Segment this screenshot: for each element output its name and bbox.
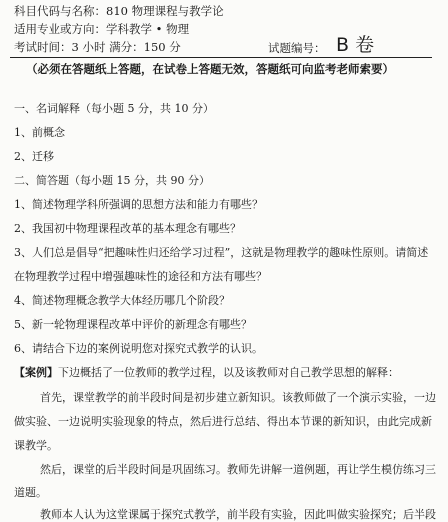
question-item: 2、我国初中物理课程改革的基本理念有哪些？: [14, 222, 241, 235]
section-heading: 二、简答题（每小题 15 分，共 90 分）: [14, 174, 210, 187]
subject-line: 科目代码与名称：810 物理课程与教学论: [14, 4, 224, 18]
case-paragraph-continued: 课教学。: [14, 439, 58, 452]
question-item: 4、简述物理概念教学大体经历哪几个阶段？: [14, 294, 230, 307]
question-item-continued: 在物理教学过程中增强趣味性的途径和方法有哪些？: [14, 270, 267, 283]
case-tag: 【案例】: [14, 366, 58, 379]
question-item: 6、请结合下边的案例说明您对探究式教学的认识。: [14, 342, 263, 355]
section-heading: 一、名词解释（每小题 5 分，共 10 分）: [14, 102, 214, 115]
case-paragraph-continued: 做实验、一边说明实验现象的特点，然后进行总结、得出本节课的新知识，由此完成新: [14, 415, 432, 428]
major-line: 适用专业或方向：学科教学 • 物理: [14, 22, 190, 36]
question-item: 3、人们总是倡导“把趣味性归还给学习过程”，这就是物理教学的趣味性原则。请简述: [14, 246, 429, 259]
question-item: 1、前概念: [14, 126, 65, 139]
case-intro-line: [14, 366, 399, 380]
question-item: 2、迁移: [14, 150, 54, 163]
time-score-line: 考试时间：3 小时 满分：150 分: [14, 40, 181, 54]
case-paragraph: 教师本人认为这堂课属于探究式教学，前半段有实验，因此叫做实验探究；后半段: [40, 508, 436, 521]
header-divider: [10, 57, 432, 58]
answer-notice: （必须在答题纸上答题，在试卷上答题无效，答题纸可向监考老师索要）: [26, 62, 394, 76]
paper-version: B 卷: [336, 34, 375, 56]
question-item: 5、新一轮物理课程改革中评价的新理念有哪些？: [14, 318, 252, 331]
case-paragraph: 首先，课堂教学的前半段时间是初步建立新知识。该教师做了一个演示实验，一边: [40, 391, 436, 404]
case-paragraph-continued: 道题。: [14, 486, 47, 499]
exam-number-label: 试题编号：: [268, 41, 326, 55]
question-item: 1、简述物理学科所强调的思想方法和能力有哪些？: [14, 198, 263, 211]
case-intro: 下边概括了一位教师的教学过程，以及该教师对自己教学思想的解释：: [58, 366, 399, 379]
case-paragraph: 然后，课堂的后半段时间是巩固练习。教师先讲解一道例题，再让学生模仿练习三: [40, 463, 436, 476]
